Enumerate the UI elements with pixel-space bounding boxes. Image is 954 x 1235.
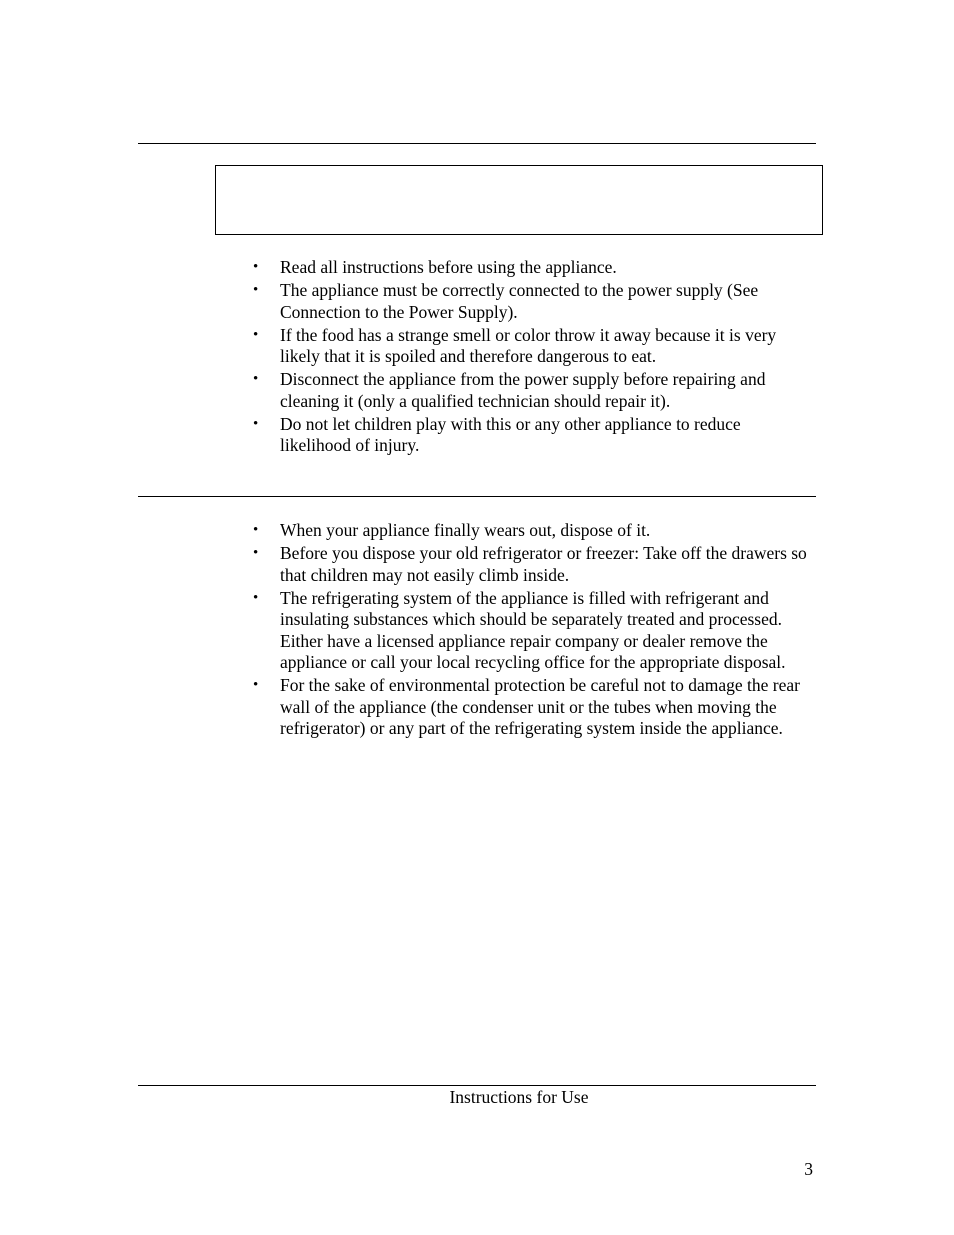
header-box <box>215 165 823 235</box>
bullet-icon: • <box>253 589 259 606</box>
list-item-text: The refrigerating system of the appliance is filled with refrigerant and insulating substances which should be separately treated and processed. Either have a licensed appliance repair company or dealer remove the appliance or call your local recycling office for the appropriate disposal. <box>280 587 786 672</box>
list-item <box>250 325 816 368</box>
list-item <box>250 414 816 457</box>
list-item-text: The appliance must be correctly connected to the power supply (See Connection to the Power Supply). <box>280 280 759 322</box>
section-divider <box>138 496 816 497</box>
list-item-text: When your appliance finally wears out, dispose of it. <box>280 520 651 540</box>
safety-instructions-list <box>250 257 816 458</box>
bullet-icon: • <box>253 522 259 538</box>
list-item <box>250 588 816 674</box>
list-item <box>250 520 816 542</box>
list-item-text: For the sake of environmental protection be careful not to damage the rear wall of the appliance (the condenser unit or the tubes when moving the refrigerator) or any part of the refrigerating system inside the appliance. <box>280 675 800 738</box>
bullet-icon: • <box>253 415 259 432</box>
list-item-text: If the food has a strange smell or color throw it away because it is very likely that it is spoiled and therefore dangerous to eat. <box>280 324 777 366</box>
list-item <box>250 543 816 586</box>
list-item-text: Before you dispose your old refrigerator or freezer: Take off the drawers so that children may not easily climb inside. <box>280 543 807 585</box>
footer-title: Instructions for Use <box>449 1087 589 1107</box>
bullet-icon: • <box>253 282 259 298</box>
page-number: 3 <box>804 1159 813 1179</box>
bullet-icon: • <box>253 259 259 275</box>
bullet-icon: • <box>253 545 259 561</box>
list-item <box>250 280 816 323</box>
bullet-icon: • <box>253 326 259 343</box>
list-item <box>250 257 816 279</box>
list-item <box>250 369 816 412</box>
list-item-text: Disconnect the appliance from the power supply before repairing and cleaning it (only a qualified technician should repair it). <box>280 369 766 411</box>
list-item-text: Read all instructions before using the appliance. <box>280 257 617 277</box>
header-rule <box>138 143 816 144</box>
list-item-text: Do not let children play with this or any other appliance to reduce likelihood of injury. <box>280 413 741 455</box>
bullet-icon: • <box>253 371 259 387</box>
bullet-icon: • <box>253 677 259 693</box>
disposal-instructions-list <box>250 520 816 741</box>
list-item <box>250 675 816 740</box>
